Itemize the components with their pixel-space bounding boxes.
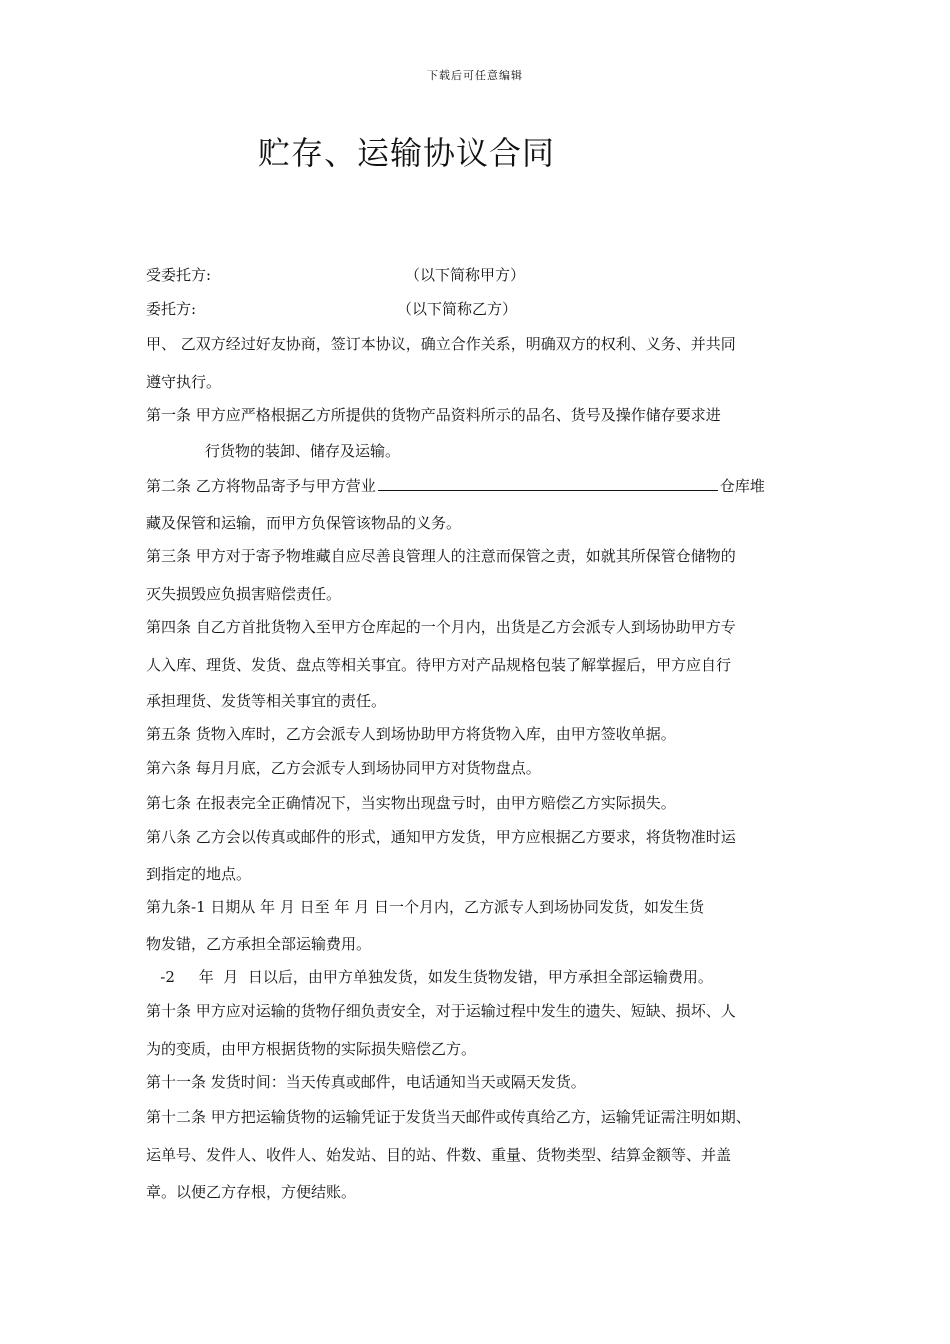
article-9-2: -2 年 月 日以后，由甲方单独发货，如发生货物发错，甲方承担全部运输费用。 (146, 968, 713, 986)
article-2 (146, 476, 765, 496)
article-1: 第一条 甲方应严格根据乙方所提供的货物产品资料所示的品名、货号及操作储存要求进 (146, 406, 721, 424)
article-2-text: 仓库堆 (719, 477, 765, 495)
article-1-cont: 行货物的装卸、储存及运输。 (205, 442, 401, 460)
article-7: 第七条 在报表完全正确情况下，当实物出现盘亏时，由甲方赔偿乙方实际损失。 (146, 794, 676, 812)
article-12: 第十二条 甲方把运输货物的运输凭证于发货当天邮件或传真给乙方，运输凭证需注明如期、 (146, 1108, 751, 1126)
entrusted-party-note: （以下简称甲方） (405, 266, 526, 284)
article-6: 第六条 每月月底，乙方会派专人到场协同甲方对货物盘点。 (146, 759, 541, 777)
article-3-cont: 灭失损毁应负损害赔偿责任。 (146, 585, 342, 603)
preamble-line: 遵守执行。 (146, 373, 222, 391)
article-12-cont: 运单号、发件人、收件人、始发站、目的站、件数、重量、货物类型、结算金额等、并盖 (146, 1146, 732, 1164)
article-8-cont: 到指定的地点。 (146, 865, 252, 883)
document-title: 贮存、运输协议合同 (258, 134, 556, 172)
article-12-cont: 章。以便乙方存根，方便结账。 (146, 1183, 357, 1201)
article-9: 第九条-1 日期从 年 月 日至 年 月 日一个月内，乙方派专人到场协同发货，如发生货 (146, 898, 704, 916)
preamble-line: 甲、 乙双方经过好友协商，签订本协议，确立合作关系，明确双方的权利、义务、并共同 (146, 335, 736, 353)
article-4-cont: 承担理货、发货等相关事宜的责任。 (146, 692, 387, 710)
article-4: 第四条 自乙方首批货物入至甲方仓库起的一个月内，出货是乙方会派专人到场协助甲方专 (146, 618, 736, 636)
article-3: 第三条 甲方对于寄予物堆藏自应尽善良管理人的注意而保管之责，如就其所保管仓储物的 (146, 547, 736, 565)
article-5: 第五条 货物入库时，乙方会派专人到场协助甲方将货物入库，由甲方签收单据。 (146, 725, 676, 743)
article-2-cont: 藏及保管和运输，而甲方负保管该物品的义务。 (146, 514, 462, 532)
entrusted-party-label: 受委托方: (146, 266, 212, 284)
entrusting-party-label: 委托方: (146, 300, 197, 318)
article-11: 第十一条 发货时间：当天传真或邮件，电话通知当天或隔天发货。 (146, 1073, 586, 1091)
article-9-cont: 物发错，乙方承担全部运输费用。 (146, 935, 372, 953)
article-2-text: 第二条 乙方将物品寄予与甲方营业 (146, 477, 376, 495)
entrusting-party-note: （以下简称乙方） (397, 300, 518, 318)
blank-underline (378, 476, 718, 491)
article-10: 第十条 甲方应对运输的货物仔细负责安全，对于运输过程中发生的遗失、短缺、损坏、人 (146, 1002, 736, 1020)
article-10-cont: 为的变质，由甲方根据货物的实际损失赔偿乙方。 (146, 1040, 477, 1058)
article-8: 第八条 乙方会以传真或邮件的形式，通知甲方发货，甲方应根据乙方要求，将货物准时运 (146, 828, 736, 846)
article-4-cont: 人入库、理货、发货、盘点等相关事宜。待甲方对产品规格包装了解掌握后，甲方应自行 (146, 656, 732, 674)
header-note: 下载后可任意编辑 (427, 69, 523, 82)
